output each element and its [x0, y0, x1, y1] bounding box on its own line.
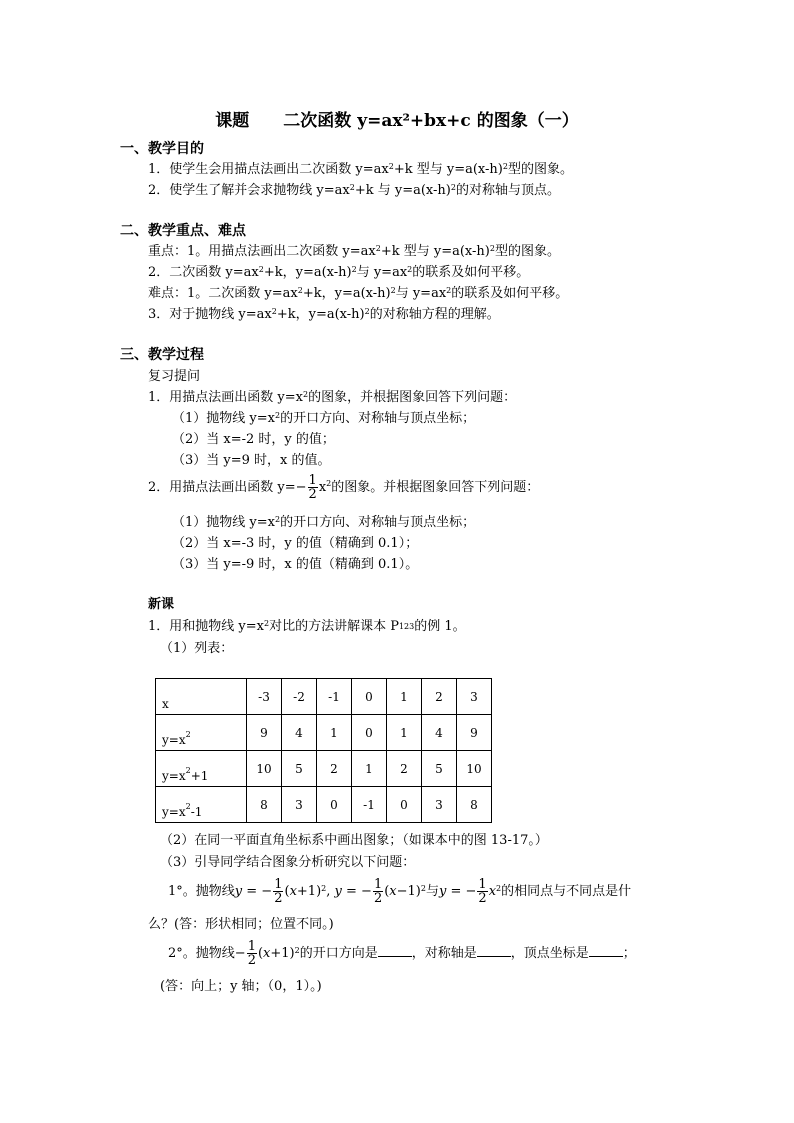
- table-row: [156, 679, 492, 715]
- table-row-header: $y=x^2$: [156, 715, 247, 751]
- table-cell: 2: [317, 751, 352, 787]
- text-line: （3）引导同学结合图象分析研究以下问题：: [160, 855, 416, 870]
- fill-blank[interactable]: [378, 944, 412, 957]
- value-table: [155, 678, 492, 823]
- table-cell: 9: [457, 715, 492, 751]
- table-cell: 0: [317, 787, 352, 823]
- table-cell: 8: [457, 787, 492, 823]
- text-line: （1）抛物线 $y=x^2$的开口方向、对称轴与顶点坐标；: [172, 411, 476, 426]
- text-line: （1）抛物线 $y=x^2$的开口方向、对称轴与顶点坐标；: [172, 515, 476, 530]
- table-cell: 0: [352, 715, 387, 751]
- table-cell: 0: [387, 787, 422, 823]
- table-cell: 4: [422, 715, 457, 751]
- table-cell: 5: [422, 751, 457, 787]
- question-line-1: 1°。抛物线y = − $\frac{1}{2}$ $(x+1)^2$, y = − $\frac{1}{2}$ $(x-1)^2$与y = − $\frac{1}{2}$ $x^2$的相同点与不同点是什: [168, 877, 632, 906]
- table-cell: -2: [282, 679, 317, 715]
- table-cell: 9: [247, 715, 282, 751]
- page-title: [0, 106, 794, 131]
- text-line: 1．用和抛物线 $y=x^2$对比的方法讲解课本 P123的例 1。: [148, 619, 466, 634]
- math-formula: − $\frac{1}{2}$ $(x+1)^2$: [234, 939, 300, 968]
- table-cell: 10: [247, 751, 282, 787]
- table-cell: -3: [247, 679, 282, 715]
- table-cell: 3: [422, 787, 457, 823]
- table-cell: 1: [317, 715, 352, 751]
- table-cell: 1: [352, 751, 387, 787]
- table-cell: 0: [352, 679, 387, 715]
- text-line: 3．对于抛物线 $y=ax^2+k$，$y=a(x-h)^2$的对称轴方程的理解。: [148, 307, 500, 322]
- fill-blank[interactable]: [589, 944, 623, 957]
- section-heading-3: 三、教学过程: [120, 347, 204, 363]
- table-row: [156, 751, 492, 787]
- answer-line-1: 么？(答：形状相同；位置不同。): [148, 917, 334, 932]
- math-formula: y = − $\frac{1}{2}$ $(x+1)^2$, y = − $\frac{1}{2}$ $(x-1)^2$与y = − $\frac{1}{2}$ $x^2$: [234, 877, 502, 906]
- new-lesson-label: 新课: [148, 597, 175, 612]
- text-line: （2）当 x=-2 时，y 的值；: [172, 432, 335, 447]
- text-line: 2．使学生了解并会求抛物线 $y=ax^2+k$ 与 $y=a(x-h)^2$的对称轴与顶点。: [148, 183, 560, 198]
- table-cell: 8: [247, 787, 282, 823]
- text-line: （2）在同一平面直角坐标系中画出图象；（如课本中的图 13-17。）: [160, 833, 548, 848]
- text-line: 1．使学生会用描点法画出二次函数 $y=ax^2+k$ 型与 $y=a(x-h)^2$型的图象。: [148, 162, 573, 177]
- list-label: （1）列表：: [160, 641, 234, 656]
- section-heading-2: 二、教学重点、难点: [120, 223, 246, 239]
- table-row: [156, 715, 492, 751]
- text-line: 难点：1。二次函数 $y=ax^2+k$，$y=a(x-h)^2$与 $y=ax^2$的联系及如何平移。: [148, 286, 569, 301]
- text-line: （3）当 y=9 时，x 的值。: [172, 453, 331, 468]
- review-label: 复习提问: [148, 369, 201, 384]
- table-cell: 1: [387, 715, 422, 751]
- table-cell: 5: [282, 751, 317, 787]
- table-cell: 2: [387, 751, 422, 787]
- question-line-2: 2°。抛物线− $\frac{1}{2}$ $(x+1)^2$的开口方向是 ，对称轴是 ，顶点坐标是 ；: [168, 939, 636, 968]
- table-row-header: $y=x^2-1$: [156, 787, 247, 823]
- text-line: 2．用描点法画出函数 y=− $\frac{1}{2}$ $x^2$的图象。并根据图象回答下列问题：: [148, 473, 540, 502]
- table-row-header: $y=x^2+1$: [156, 751, 247, 787]
- table-cell: 1: [387, 679, 422, 715]
- text-line: 1．用描点法画出函数 $y=x^2$的图象，并根据图象回答下列问题：: [148, 390, 517, 405]
- text-line: （3）当 y=-9 时，x 的值（精确到 0.1）。: [172, 557, 419, 572]
- table-cell: -1: [352, 787, 387, 823]
- table-cell: 4: [282, 715, 317, 751]
- table-row-header: x: [156, 679, 247, 715]
- answer-line-2: (答：向上；y 轴；（0，1）。): [160, 979, 322, 994]
- text-line: 2．二次函数 $y=ax^2+k$，$y=a(x-h)^2$与 $y=ax^2$的联系及如何平移。: [148, 265, 530, 280]
- fill-blank[interactable]: [477, 944, 511, 957]
- table-cell: 10: [457, 751, 492, 787]
- table-cell: -1: [317, 679, 352, 715]
- table-cell: 3: [457, 679, 492, 715]
- table-cell: 2: [422, 679, 457, 715]
- text-line: （2）当 x=-3 时，y 的值（精确到 0.1）；: [172, 536, 419, 551]
- title-label: 课题: [215, 111, 250, 131]
- text-line: 重点：1。用描点法画出二次函数 $y=ax^2+k$ 型与 $y=a(x-h)^2$型的图象。: [148, 244, 560, 259]
- title-text: 二次函数 y=ax²+bx+c 的图象（一）: [283, 111, 579, 131]
- table-row: [156, 787, 492, 823]
- section-heading-1: 一、教学目的: [120, 141, 204, 157]
- table-cell: 3: [282, 787, 317, 823]
